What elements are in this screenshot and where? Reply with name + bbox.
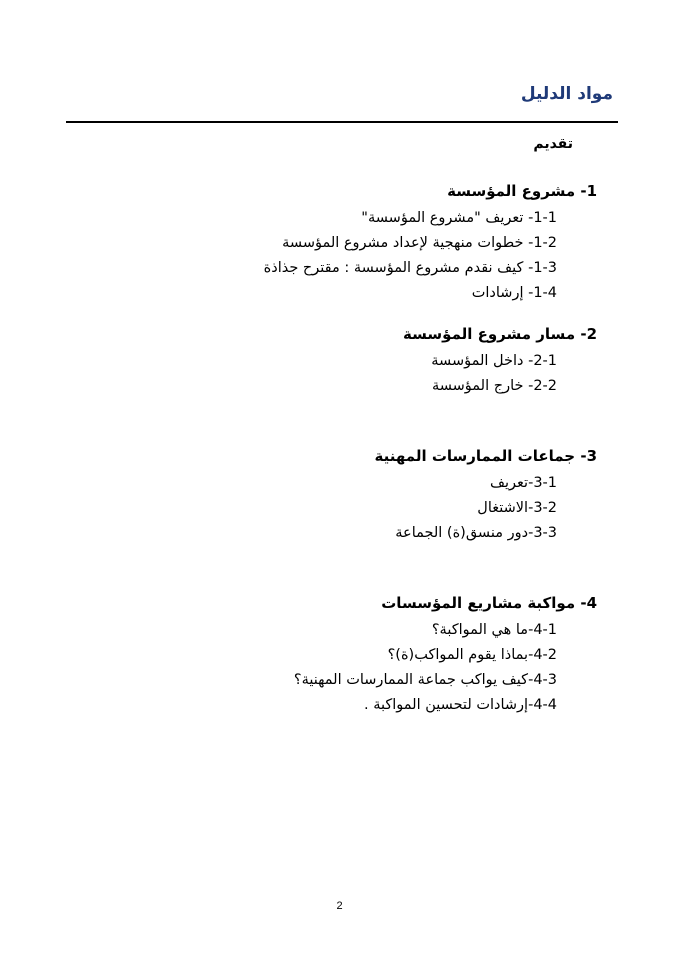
list-item: 1-2- خطوات منهجية لإعداد مشروع المؤسسة: [282, 235, 557, 251]
intro-heading: تقديم: [533, 136, 573, 152]
list-item: 3-2-الاشتغال: [477, 500, 557, 516]
section-items: [403, 349, 597, 399]
section-1: [264, 179, 597, 306]
list-item: 4-2-بماذا يقوم المواكب(ة)؟: [387, 647, 557, 663]
list-item: 4-1-ما هي المواكبة؟: [431, 622, 557, 638]
list-item: 4-3-كيف يواكب جماعة الممارسات المهنية؟: [293, 672, 557, 688]
section-items: [264, 206, 597, 306]
list-item: 2-2- خارج المؤسسة: [431, 378, 557, 394]
list-item: 2-1- داخل المؤسسة: [431, 353, 557, 369]
section-4: [294, 591, 597, 718]
section-items: [375, 471, 597, 546]
section-2: [403, 322, 597, 399]
section-heading: 3- جماعات الممارسات المهنية: [374, 447, 597, 465]
section-items: [294, 618, 597, 718]
section-3: [375, 444, 597, 546]
list-item: 3-1-تعريف: [490, 475, 557, 491]
section-heading: 1- مشروع المؤسسة: [447, 182, 597, 200]
section-heading: 4- مواكبة مشاريع المؤسسات: [381, 594, 597, 612]
list-item: 3-3-دور منسق(ة) الجماعة: [395, 525, 557, 541]
list-item: 1-3- كيف نقدم مشروع المؤسسة : مقترح جذاذة: [263, 260, 557, 276]
page-title: مواد الدليل: [520, 84, 613, 104]
title-divider: [66, 121, 618, 123]
list-item: 1-1- تعريف "مشروع المؤسسة": [361, 210, 557, 226]
page-number: 2: [336, 900, 343, 912]
list-item: 1-4- إرشادات: [471, 285, 557, 301]
section-heading: 2- مسار مشروع المؤسسة: [403, 325, 597, 343]
list-item: 4-4-إرشادات لتحسين المواكبة .: [364, 697, 557, 713]
